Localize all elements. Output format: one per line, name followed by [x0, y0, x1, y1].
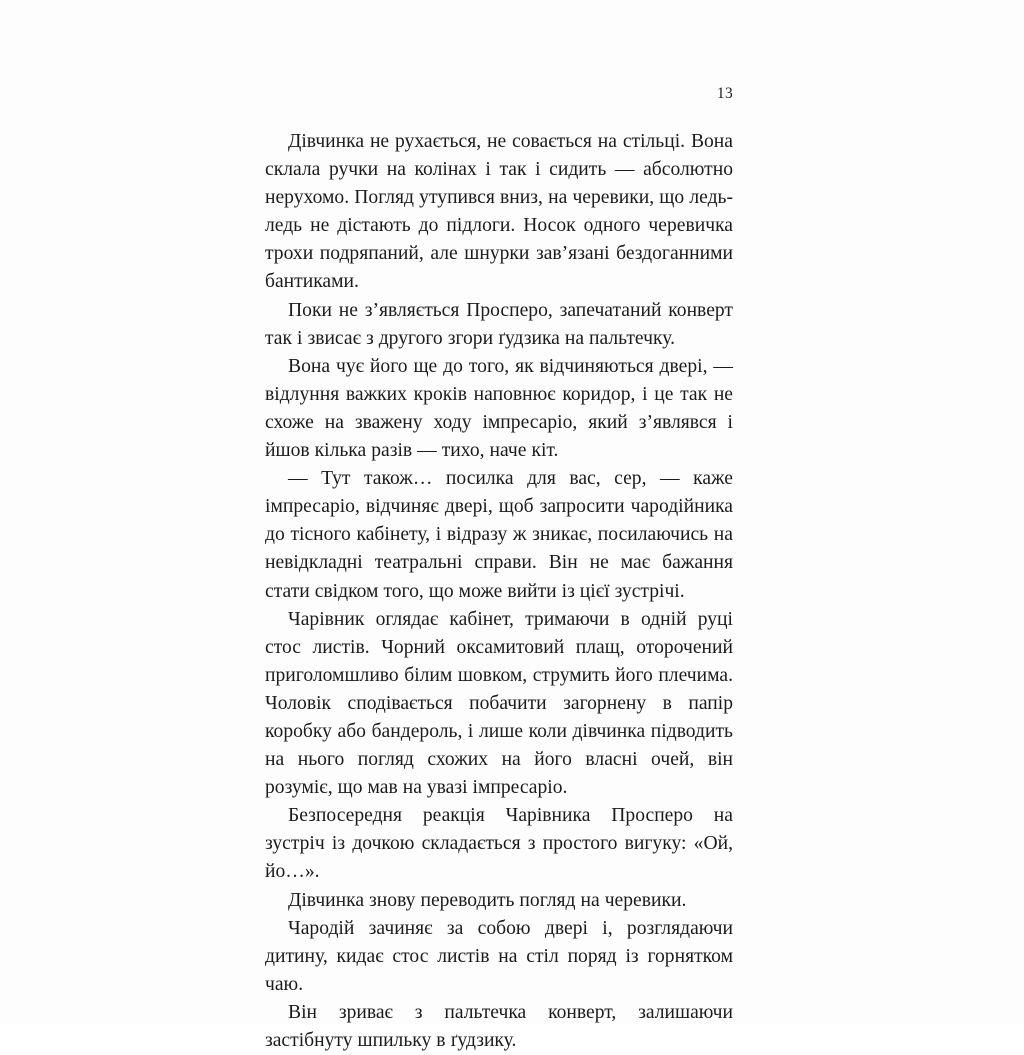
paragraph: Дівчинка не рухається, не совається на стільці. Вона склала ручки на колінах і так і сидить — абсолютно нерухомо. Погляд утупився вниз, на черевики, що ледь-ледь не дістають до підлоги. Носок одного черевичка трохи подряпаний, але шнурки зав’язані бездоганними бантиками.	[265, 131, 733, 293]
paragraph: Вона чує його ще до того, як відчиняються двері, — відлуння важких кроків наповнює коридор, і це так не схоже на зважену ходу імпресаріо, який з’являвся і йшов кілька разів — тихо, наче кіт.	[265, 355, 733, 462]
paragraph: Він зриває з пальтечка конверт, залишаючи застібнуту шпильку в ґудзику.	[265, 1001, 733, 1051]
page-number: 13	[716, 85, 733, 102]
paragraph: Чародій зачиняє за собою двері і, розглядаючи дитину, кидає стос листів на стіл поряд із горнятком чаю.	[265, 917, 733, 995]
paragraph: Безпосередня реакція Чарівника Просперо на зустріч із дочкою складається з простого вигуку: «Ой, йо…».	[265, 805, 733, 883]
body-text	[265, 128, 733, 1055]
paragraph: — Тут також… посилка для вас, сер, — каже імпресаріо, відчиняє двері, щоб запросити чародійника до тісного кабінету, і відразу ж зникає, посилаючись на невідкладні театральні справи. Він не має бажання стати свідком того, що може вийти із цієї зустрічі.	[265, 468, 733, 602]
paragraph: Поки не з’являється Просперо, запечатаний конверт так і звисає з другого згори ґудзика на пальтечку.	[265, 299, 733, 349]
paragraph: Дівчинка знову переводить погляд на черевики.	[288, 889, 687, 911]
paragraph: Чарівник оглядає кабінет, тримаючи в одній руці стос листів. Чорний оксамитовий плащ, оторочений приголомшливо білим шовком, струмить його плечима. Чоловік сподівається побачити загорнену в папір коробку або бандероль, і лише коли дівчинка підводить на нього погляд схожих на його власні очей, він розуміє, що мав на увазі імпресаріо.	[265, 608, 733, 799]
